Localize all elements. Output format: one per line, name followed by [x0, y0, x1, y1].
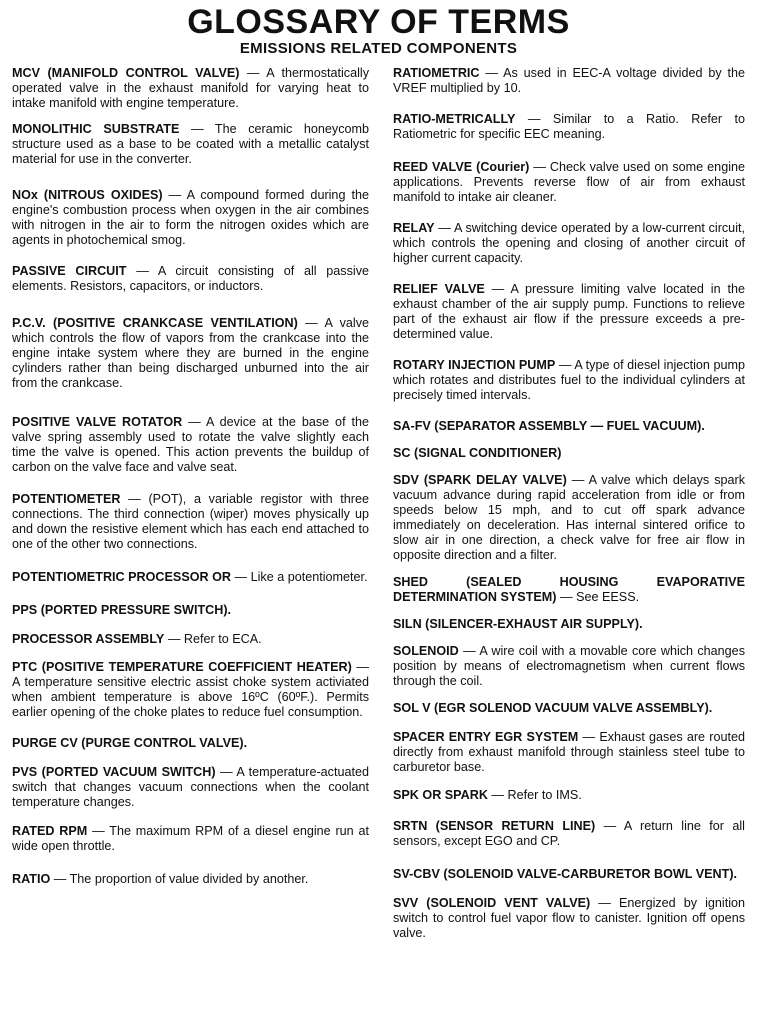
entry-term: P.C.V. (POSITIVE CRANKCASE VENTILATION)	[12, 316, 298, 330]
glossary-entry	[393, 701, 745, 716]
entry-term: PASSIVE CIRCUIT	[12, 264, 127, 278]
glossary-entry	[393, 617, 745, 632]
left-column	[12, 66, 369, 941]
entry-term: SRTN (SENSOR RETURN LINE)	[393, 819, 596, 833]
entry-definition: — A valve which controls the flow of vapors from the crankcase into the engine intake system where they are burned in the engine cylinders rather than being discharged unburned into the air from the crankcase.	[12, 316, 369, 390]
entry-definition: — A device at the base of the valve spring assembly used to rotate the valve slightly each time the valve is opened. This action prevents the buildup of carbon on the valve face and valve seat.	[12, 415, 369, 474]
entry-definition: — Refer to ECA.	[164, 632, 262, 646]
glossary-entry	[12, 824, 369, 854]
glossary-entry	[393, 730, 745, 775]
entry-definition: — As used in EEC-A voltage divided by the VREF multiplied by 10.	[393, 66, 745, 95]
entry-definition: — The ceramic honeycomb structure used as a base to be coated with a metallic catalyst material for use in the converter.	[12, 122, 369, 166]
glossary-entry	[393, 819, 745, 849]
glossary-entry	[12, 492, 369, 552]
glossary-entry	[393, 66, 745, 96]
entry-term: SPK OR SPARK	[393, 788, 488, 802]
glossary-entry	[12, 415, 369, 475]
entry-definition: — A return line for all sensors, except EGO and CP.	[393, 819, 745, 848]
entry-definition: — A wire coil with a movable core which changes position by means of electromagnetism when current flows through the coil.	[393, 644, 745, 688]
entry-term: PURGE CV (PURGE CONTROL VALVE).	[12, 736, 248, 750]
entry-definition: — A valve which delays spark vacuum advance during rapid acceleration from idle or from speeds below 15 mph, and to cut off spark advance immediately on deceleration. Has internal sintered orifice to slow air in one direction, a check valve for free air flow in opposite direction and a filter.	[393, 473, 745, 562]
entry-term: SC (SIGNAL CONDITIONER)	[393, 446, 562, 460]
glossary-entry	[12, 603, 369, 618]
entry-term: ROTARY INJECTION PUMP	[393, 358, 556, 372]
glossary-entry	[393, 112, 745, 142]
entry-term: SPACER ENTRY EGR SYSTEM	[393, 730, 579, 744]
glossary-entry	[393, 644, 745, 689]
entry-definition: — A compound formed during the engine's combustion process when oxygen in the air combines with nitrogen in the air to form the nitrogen oxides which are agents in photochemical smog.	[12, 188, 369, 247]
glossary-entry	[12, 316, 369, 391]
glossary-entry	[393, 282, 745, 342]
glossary-entry	[12, 632, 369, 647]
entry-term: RATIO-METRICALLY	[393, 112, 516, 126]
entry-term: RATIOMETRIC	[393, 66, 480, 80]
entry-term: SV-CBV (SOLENOID VALVE-CARBURETOR BOWL VENT).	[393, 867, 738, 881]
glossary-entry	[12, 122, 369, 167]
glossary-entry	[393, 419, 745, 434]
entry-definition: — Energized by ignition switch to control fuel vapor flow to canister. Ignition off opens valve.	[393, 896, 745, 940]
glossary-entry	[393, 358, 745, 403]
entry-definition: — The maximum RPM of a diesel engine run at wide open throttle.	[12, 824, 369, 853]
glossary-entry	[393, 221, 745, 266]
glossary-entry	[393, 160, 745, 205]
entry-definition: — A type of diesel injection pump which rotates and distributes fuel to the individual cylinders at precisely timed intervals.	[393, 358, 745, 402]
page-subtitle: EMISSIONS RELATED COMPONENTS	[239, 40, 518, 57]
entry-definition: — A circuit consisting of all passive elements. Resistors, capacitors, or inductors.	[12, 264, 369, 293]
entry-definition: — The proportion of value divided by another.	[50, 872, 309, 886]
entry-term: SHED (SEALED HOUSING EVAPORATIVE DETERMINATION SYSTEM)	[393, 575, 745, 604]
glossary-entry	[12, 188, 369, 248]
glossary-entry	[393, 867, 745, 882]
entry-term: RELIEF VALVE	[393, 282, 485, 296]
entry-term: POTENTIOMETER	[12, 492, 121, 506]
glossary-entry	[12, 736, 369, 751]
right-column	[393, 66, 745, 941]
glossary-entry	[12, 872, 369, 887]
entry-term: PTC (POSITIVE TEMPERATURE COEFFICIENT HEATER)	[12, 660, 352, 674]
entry-term: SA-FV (SEPARATOR ASSEMBLY — FUEL VACUUM).	[393, 419, 705, 433]
entry-term: RATED RPM	[12, 824, 88, 838]
glossary-columns	[12, 66, 745, 941]
glossary-entry	[12, 570, 369, 585]
entry-definition: — Exhaust gases are routed directly from exhaust manifold through stainless steel tube to carburetor base.	[393, 730, 745, 774]
entry-definition: — Check valve used on some engine applications. Prevents reverse flow of air from exhaust manifold to intake air cleaner.	[393, 160, 745, 204]
glossary-entry	[393, 446, 745, 461]
entry-definition: — Refer to IMS.	[487, 788, 582, 802]
entry-term: RATIO	[12, 872, 51, 886]
entry-term: POTENTIOMETRIC PROCESSOR OR	[12, 570, 232, 584]
entry-term: SILN (SILENCER-EXHAUST AIR SUPPLY).	[393, 617, 643, 631]
entry-definition: — A thermostatically operated valve in the exhaust manifold for varying heat to intake manifold with engine temperature.	[12, 66, 369, 110]
glossary-entry	[393, 896, 745, 941]
entry-definition: — (POT), a variable registor with three connections. The third connection (wiper) moves physically up and down the resistive element which has each end attached to one of the other two connections.	[12, 492, 369, 551]
glossary-entry	[12, 765, 369, 810]
entry-term: NOx (NITROUS OXIDES)	[12, 188, 163, 202]
glossary-entry	[12, 66, 369, 111]
entry-term: MONOLITHIC SUBSTRATE	[12, 122, 180, 136]
glossary-entry	[12, 264, 369, 294]
entry-term: SVV (SOLENOID VENT VALVE)	[393, 896, 591, 910]
glossary-entry	[393, 788, 745, 803]
entry-term: PROCESSOR ASSEMBLY	[12, 632, 165, 646]
entry-definition: — A temperature-actuated switch that changes vacuum connections when the coolant temperature changes.	[12, 765, 369, 809]
entry-term: SOL V (EGR SOLENOD VACUUM VALVE ASSEMBLY).	[393, 701, 713, 715]
entry-term: SDV (SPARK DELAY VALVE)	[393, 473, 567, 487]
entry-definition: — A pressure limiting valve located in the exhaust chamber of the air supply pump. Functions to relieve part of the exhaust air flow if the pressure exceeds a pre-determined value.	[393, 282, 745, 341]
page-title: GLOSSARY OF TERMS	[187, 3, 570, 41]
entry-definition: — A switching device operated by a low-current circuit, which controls the opening and closing of another circuit of higher current capacity.	[393, 221, 745, 265]
glossary-entry	[393, 575, 745, 605]
entry-definition: — Similar to a Ratio. Refer to Ratiometric for specific EEC meaning.	[393, 112, 745, 141]
entry-definition: — See EESS.	[556, 590, 640, 604]
entry-term: POSITIVE VALVE ROTATOR	[12, 415, 183, 429]
entry-term: MCV (MANIFOLD CONTROL VALVE)	[12, 66, 240, 80]
entry-definition: — A temperature sensitive electric assist choke system activiated when ambient temperature is above 16ºC (60ºF.). Permits earlier opening of the choke plates to reduce fuel consumption.	[12, 660, 369, 719]
entry-term: REED VALVE (Courier)	[393, 160, 530, 174]
entry-term: RELAY	[393, 221, 435, 235]
glossary-entry	[393, 473, 745, 563]
entry-term: SOLENOID	[393, 644, 459, 658]
entry-term: PPS (PORTED PRESSURE SWITCH).	[12, 603, 232, 617]
entry-term: PVS (PORTED VACUUM SWITCH)	[12, 765, 216, 779]
entry-definition: — Like a potentiometer.	[231, 570, 368, 584]
glossary-entry	[12, 660, 369, 720]
